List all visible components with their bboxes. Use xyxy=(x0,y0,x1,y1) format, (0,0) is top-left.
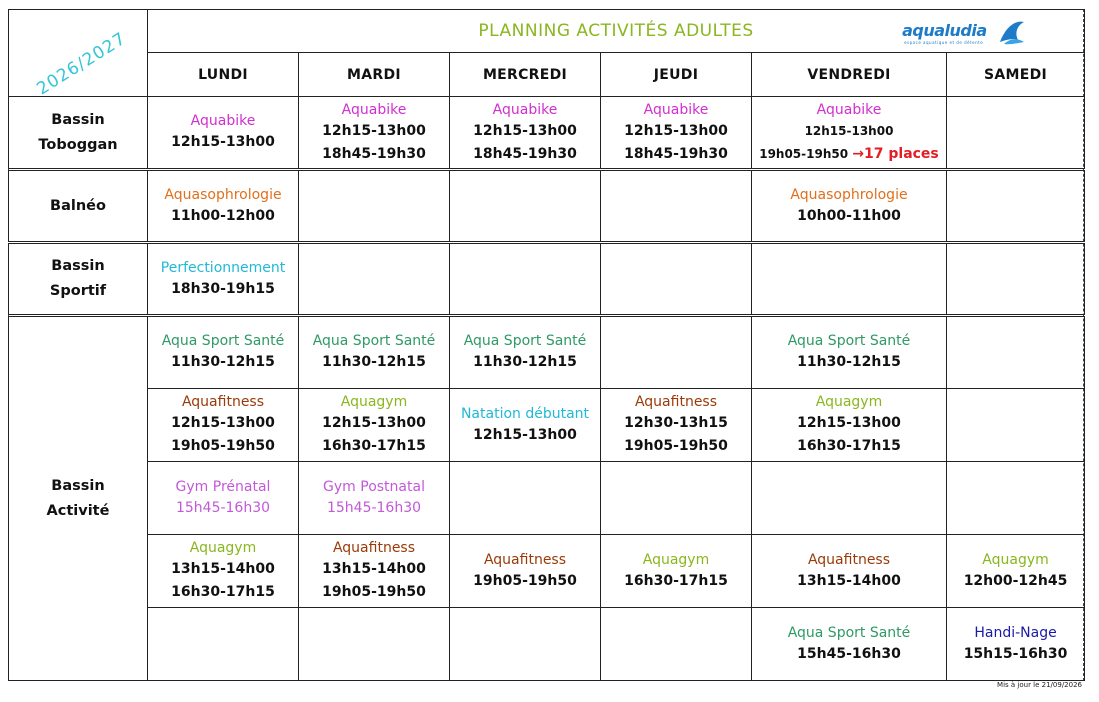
activity-time: 16h30-17h15 xyxy=(797,438,901,454)
cell-toboggan-mercredi xyxy=(450,97,601,170)
cell-activite-1-samedi xyxy=(947,316,1085,389)
row-bassin-sportif xyxy=(9,243,1085,316)
activity-name: Aquagym xyxy=(340,394,408,410)
activity-time: 19h05-19h50 xyxy=(322,584,426,600)
activity-time: 12h15-13h00 xyxy=(171,134,275,150)
cell-sportif-samedi xyxy=(947,243,1085,316)
activity-name: Aqua Sport Santé xyxy=(161,333,285,349)
cell-balneo-vendredi xyxy=(752,170,947,243)
activity-name: Aquafitness xyxy=(807,551,891,568)
day-header-lundi: LUNDI xyxy=(148,53,299,97)
cell-sportif-mercredi xyxy=(450,243,601,316)
aqualudia-logo xyxy=(900,16,1026,50)
title-row xyxy=(9,10,1085,53)
activity-time: 19h05-19h50 xyxy=(171,438,275,454)
cell-toboggan-jeudi xyxy=(601,97,752,170)
cell-activite-2-vendredi xyxy=(752,389,947,462)
activity-time: 11h30-12h15 xyxy=(797,354,901,370)
school-year: 2026/2027 xyxy=(33,28,130,100)
activity-name: Aquafitness xyxy=(332,540,416,556)
activity-name: Aquagym xyxy=(982,551,1049,568)
cell-activite-5-vendredi xyxy=(752,608,947,681)
activity-time: 13h15-14h00 xyxy=(322,561,426,577)
activity-time: 11h00-12h00 xyxy=(171,207,275,224)
activity-time: 18h45-19h30 xyxy=(473,145,577,162)
cell-toboggan-lundi xyxy=(148,97,299,170)
day-header-mercredi: MERCREDI xyxy=(450,53,601,97)
activity-time: 18h30-19h15 xyxy=(171,280,275,297)
activity-name: Aquagym xyxy=(642,551,710,568)
cell-sportif-mardi xyxy=(299,243,450,316)
cell-toboggan-samedi xyxy=(947,97,1085,170)
cell-activite-2-mardi xyxy=(299,389,450,462)
row-header-balneo: Balnéo xyxy=(9,170,148,243)
activity-time: 11h30-12h15 xyxy=(322,354,426,370)
activity-name: Aquabike xyxy=(643,101,709,118)
activity-name: Aqua Sport Santé xyxy=(312,333,436,349)
activity-time: 10h00-11h00 xyxy=(797,207,901,224)
activity-time: 16h30-17h15 xyxy=(171,584,275,600)
cell-activite-1-jeudi xyxy=(601,316,752,389)
cell-activite-1-lundi xyxy=(148,316,299,389)
activity-time: 12h15-13h00 xyxy=(473,426,577,443)
row-activite-5 xyxy=(9,608,1085,681)
activity-time: 16h30-17h15 xyxy=(624,572,728,589)
cell-activite-1-vendredi xyxy=(752,316,947,389)
wave-icon xyxy=(996,16,1026,48)
cell-activite-2-lundi xyxy=(148,389,299,462)
activity-time: 11h30-12h15 xyxy=(171,354,275,370)
activity-name: Aquafitness xyxy=(634,394,718,410)
activity-name: Gym Postnatal xyxy=(323,478,425,495)
row-header-sportif xyxy=(9,243,148,316)
row-activite-4 xyxy=(9,535,1085,608)
row-label-line2: Toboggan xyxy=(38,136,118,153)
year-corner xyxy=(9,10,148,100)
cell-activite-5-mardi xyxy=(299,608,450,681)
activity-time: 15h45-16h30 xyxy=(326,499,422,516)
activity-time: 19h05-19h50 xyxy=(624,438,728,454)
activity-name: Perfectionnement xyxy=(160,259,286,276)
activity-time: 12h15-13h00 xyxy=(797,415,901,431)
cell-activite-4-mardi xyxy=(299,535,450,608)
activity-name: Aquafitness xyxy=(483,551,567,568)
activity-name: Aquabike xyxy=(190,113,256,129)
row-header-activite xyxy=(9,316,148,681)
day-header-jeudi: JEUDI xyxy=(601,53,752,97)
cell-balneo-mercredi xyxy=(450,170,601,243)
activity-name: Aquabike xyxy=(341,101,407,118)
activity-name: Aqua Sport Santé xyxy=(787,624,911,641)
row-bassin-toboggan xyxy=(9,97,1085,170)
cell-activite-1-mercredi xyxy=(450,316,601,389)
page-title: PLANNING ACTIVITÉS ADULTES xyxy=(478,21,754,41)
day-header-mardi: MARDI xyxy=(299,53,450,97)
places-remaining: →17 places xyxy=(852,145,939,162)
update-date-note: Mis à jour le 21/09/2026 xyxy=(997,681,1082,689)
cell-sportif-lundi xyxy=(148,243,299,316)
activity-time: 12h15-13h00 xyxy=(171,415,275,431)
day-header-vendredi: VENDREDI xyxy=(752,53,947,97)
activity-name: Aqua Sport Santé xyxy=(463,333,587,349)
cell-balneo-jeudi xyxy=(601,170,752,243)
cell-activite-5-samedi xyxy=(947,608,1085,681)
cell-activite-2-mercredi xyxy=(450,389,601,462)
cell-activite-3-samedi xyxy=(947,462,1085,535)
row-balneo xyxy=(9,170,1085,243)
activity-time: 12h15-13h00 xyxy=(322,415,426,431)
activity-time: 13h15-14h00 xyxy=(797,572,901,589)
cell-activite-5-lundi xyxy=(148,608,299,681)
activity-name: Aquafitness xyxy=(181,394,265,410)
cell-activite-3-vendredi xyxy=(752,462,947,535)
cell-activite-4-jeudi xyxy=(601,535,752,608)
activity-time-with-places xyxy=(752,143,946,166)
cell-activite-5-mercredi xyxy=(450,608,601,681)
activity-time: 12h00-12h45 xyxy=(963,572,1068,589)
row-activite-3 xyxy=(9,462,1085,535)
activity-time: 19h05-19h50 xyxy=(473,572,577,589)
activity-time: 12h30-13h15 xyxy=(624,415,728,431)
activity-name: Gym Prénatal xyxy=(175,478,271,495)
cell-balneo-lundi xyxy=(148,170,299,243)
cell-activite-2-jeudi xyxy=(601,389,752,462)
row-header-toboggan xyxy=(9,97,148,170)
activity-time: 15h45-16h30 xyxy=(175,499,271,516)
activity-name: Aqua Sport Santé xyxy=(787,333,911,349)
activity-time: 18h45-19h30 xyxy=(322,145,426,162)
cell-sportif-vendredi xyxy=(752,243,947,316)
activity-time: 12h15-13h00 xyxy=(804,123,894,138)
row-label-line2: Activité xyxy=(46,502,110,519)
cell-activite-4-lundi xyxy=(148,535,299,608)
row-activite-1 xyxy=(9,316,1085,389)
cell-activite-1-mardi xyxy=(299,316,450,389)
cell-activite-3-mardi xyxy=(299,462,450,535)
activity-time: 15h15-16h30 xyxy=(963,645,1068,662)
activity-time: 12h15-13h00 xyxy=(624,122,728,139)
activity-time: 12h15-13h00 xyxy=(473,122,577,139)
row-activite-2 xyxy=(9,389,1085,462)
activity-name: Aquagym xyxy=(189,540,257,556)
logo-tagline: espace aquatique et de détente xyxy=(904,40,984,45)
cell-activite-4-samedi xyxy=(947,535,1085,608)
schedule-table xyxy=(8,9,1085,681)
days-header-row xyxy=(9,53,1085,97)
cell-sportif-jeudi xyxy=(601,243,752,316)
row-label-line1: Bassin xyxy=(51,477,105,494)
title-cell xyxy=(148,10,1085,53)
activity-name: Aquasophrologie xyxy=(790,186,908,203)
activity-name: Handi-Nage xyxy=(974,624,1057,641)
cell-balneo-mardi xyxy=(299,170,450,243)
cell-activite-3-lundi xyxy=(148,462,299,535)
row-label-line1: Bassin xyxy=(51,111,105,128)
day-header-samedi: SAMEDI xyxy=(947,53,1085,97)
row-label-line2: Sportif xyxy=(49,283,107,299)
activity-name: Aquabike xyxy=(492,101,558,118)
cell-activite-4-mercredi xyxy=(450,535,601,608)
cell-activite-3-mercredi xyxy=(450,462,601,535)
activity-time: 12h15-13h00 xyxy=(322,122,426,139)
cell-activite-2-samedi xyxy=(947,389,1085,462)
activity-time: 15h45-16h30 xyxy=(797,645,901,662)
activity-time: 16h30-17h15 xyxy=(322,438,426,454)
cell-activite-5-jeudi xyxy=(601,608,752,681)
activity-time: 11h30-12h15 xyxy=(473,354,577,370)
activity-name: Aquabike xyxy=(816,101,882,118)
cell-toboggan-mardi xyxy=(299,97,450,170)
activity-name: Natation débutant xyxy=(460,405,590,422)
activity-name: Aquagym xyxy=(815,394,883,410)
cell-balneo-samedi xyxy=(947,170,1085,243)
activity-time: 18h45-19h30 xyxy=(624,145,728,162)
activity-time: 13h15-14h00 xyxy=(171,561,275,577)
cell-activite-4-vendredi xyxy=(752,535,947,608)
activity-time: 19h05-19h50 xyxy=(759,146,849,161)
activity-name: Aquasophrologie xyxy=(164,186,282,203)
row-label-line1: Bassin xyxy=(51,258,105,274)
cell-toboggan-vendredi xyxy=(752,97,947,170)
logo-brand: aqualudia xyxy=(902,21,987,40)
cell-activite-3-jeudi xyxy=(601,462,752,535)
